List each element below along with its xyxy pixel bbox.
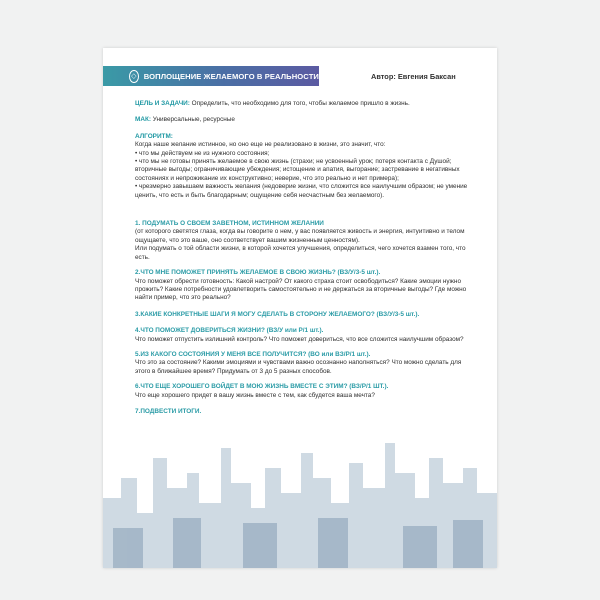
step-text: Или подумать о той области жизни, в которой хочется улучшения, определиться, чего хочется взамен того, что есть. (135, 245, 466, 261)
goal-label: ЦЕЛЬ И ЗАДАЧИ: (135, 100, 190, 107)
mak-text: Универсальные, ресурсные (150, 116, 235, 124)
mak-label: МАК: (135, 116, 151, 124)
step-text: Что это за состояние? Какими эмоциями и чувствами важно осознанно наполняться? Что можно сделать для этого в ближайшее время? Придумать от 3 до 5 разных способов. (135, 359, 462, 375)
step-heading: 3.КАКИЕ КОНКРЕТНЫЕ ШАГИ Я МОГУ СДЕЛАТЬ В СТОРОНУ ЖЕЛАЕМОГО? (ВЗ/У/3-5 шт.). (135, 310, 420, 318)
step-heading: 2.ЧТО МНЕ ПОМОЖЕТ ПРИНЯТЬ ЖЕЛАЕМОЕ В СВОЮ ЖИЗНЬ? (ВЗ/У/3-5 шт.). (135, 269, 381, 277)
step-heading: 6.ЧТО ЕЩЕ ХОРОШЕГО ВОЙДЕТ В МОЮ ЖИЗНЬ ВМЕСТЕ С ЭТИМ? (ВЗ/Р/1 ШТ.). (135, 383, 389, 391)
step-heading: 1. ПОДУМАТЬ О СВОЕМ ЗАВЕТНОМ, ИСТИННОМ ЖЕЛАНИИ (135, 220, 324, 228)
step-4 (135, 327, 475, 344)
algorithm-bullet: • чрезмерно завышаем важность желания (недоверие жизни, что сложится все наилучшим образом; не умение ценить, что есть и быть благодарным; ощущение себя несчастным без желаемого). (135, 183, 468, 199)
step-6 (135, 383, 475, 400)
title-banner (103, 66, 319, 86)
goal-paragraph (135, 100, 475, 108)
algorithm-intro: Когда наше желание истинное, но оно еще не реализовано в жизни, это значит, что: (135, 141, 386, 149)
algorithm-bullet: • что мы действуем не из нужного состояния; (135, 149, 270, 157)
algorithm-label: АЛГОРИТМ: (135, 132, 173, 140)
document-page (103, 48, 497, 568)
step-text: (от которого светятся глаза, когда вы говорите о нем, у вас появляется живость и энергия, интуитивно и телом ощущаете, что это ваше, оно соответствует вашим жизненным ценностям). (135, 228, 465, 244)
step-text: Что поможет отпустить излишний контроль? Что поможет довериться, что все сложится наилучшим образом? (135, 335, 464, 343)
step-text: Что поможет обрести готовность: Какой настрой? От какого страха стоит освободиться? Какие эмоции нужно прожить? Какие потребности удовлетворить самостоятельно и не держаться за вторичные выгоды? Где можно найти пример, что это реально? (135, 277, 467, 302)
step-heading: 7.ПОДВЕСТИ ИТОГИ. (135, 407, 202, 415)
document-title: ВОПЛОЩЕНИЕ ЖЕЛАЕМОГО В РЕАЛЬНОСТИ (143, 71, 319, 81)
algorithm-section (135, 133, 475, 200)
diamond-logo-icon: ◇ (129, 70, 139, 83)
step-2 (135, 269, 475, 303)
step-heading: 4.ЧТО ПОМОЖЕТ ДОВЕРИТЬСЯ ЖИЗНИ? (ВЗ/У или Р/1 шт.). (135, 327, 324, 335)
mak-paragraph (135, 116, 475, 124)
step-text: Что еще хорошего придет в вашу жизнь вместе с тем, как сбудется ваша мечта? (135, 391, 375, 399)
document-body (135, 100, 475, 416)
step-heading: 5.ИЗ КАКОГО СОСТОЯНИЯ У МЕНЯ ВСЕ ПОЛУЧИТСЯ? (ВО или ВЗ/Р/1 шт.). (135, 350, 371, 358)
author-line: Автор: Евгения Баксан (371, 72, 456, 81)
step-1 (135, 220, 475, 262)
city-skyline-watermark (103, 418, 497, 568)
step-3 (135, 311, 475, 319)
step-7 (135, 408, 475, 416)
step-5 (135, 351, 475, 376)
algorithm-bullet: • что мы не готовы принять желаемое в свою жизнь (страхи; не усвоенный урок; потеря контакта с Душой; вторичные выгоды; ограничивающие убеждения; истощение и апатия, выгорание; застревание в негативных состояниях и непрожикание их конструктивно; неверие, что это реально и нет примера); (135, 158, 460, 182)
goal-text: Определить, что необходимо для того, чтобы желаемое пришло в жизнь. (189, 100, 410, 107)
